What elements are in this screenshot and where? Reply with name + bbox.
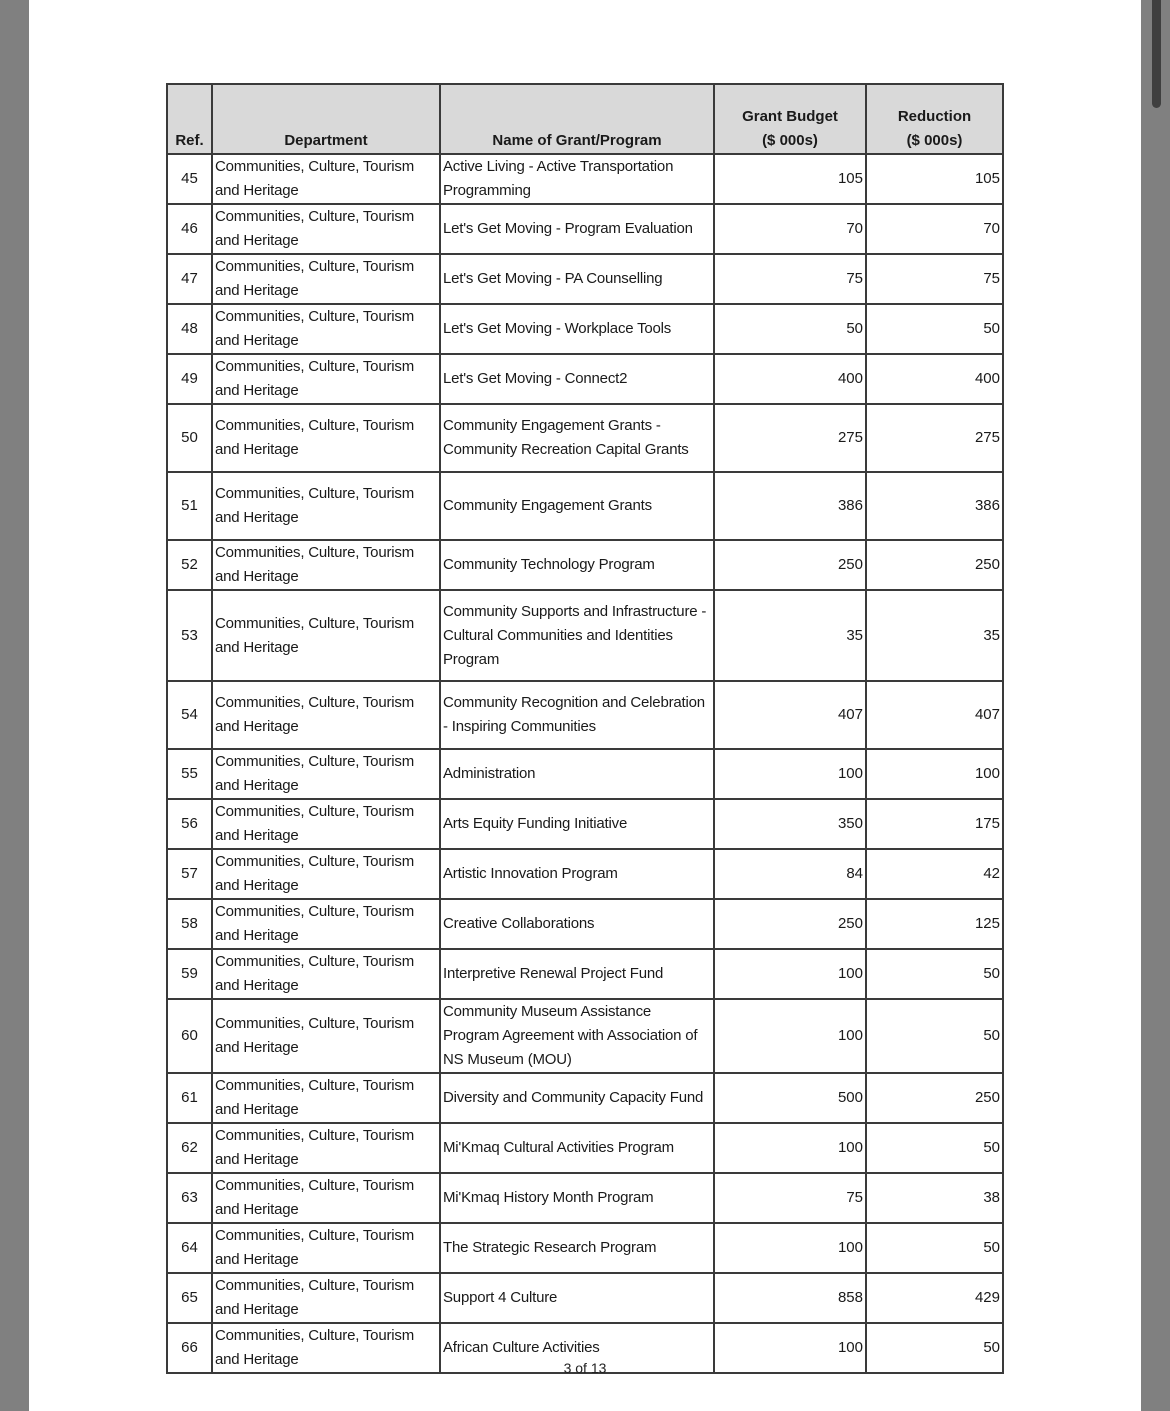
cell-grant-name: Community Museum Assistance Program Agreement with Association of NS Museum (MOU): [440, 999, 714, 1073]
cell-department: [212, 204, 440, 254]
cell-ref: 56: [167, 799, 212, 849]
department-line-2: and Heritage: [215, 282, 299, 299]
department-line-1: Communities, Culture, Tourism: [215, 694, 414, 711]
cell-grant-name: Artistic Innovation Program: [440, 849, 714, 899]
header-reduction-line2: ($ 000s): [906, 132, 963, 149]
department-line-2: and Heritage: [215, 568, 299, 585]
table-header-row: [167, 84, 1003, 154]
cell-reduction: 175: [866, 799, 1003, 849]
cell-department: [212, 154, 440, 204]
department-line-1: Communities, Culture, Tourism: [215, 258, 414, 275]
cell-grant-name: Diversity and Community Capacity Fund: [440, 1073, 714, 1123]
table-row: [167, 949, 1003, 999]
cell-department: [212, 1123, 440, 1173]
cell-department: [212, 681, 440, 749]
department-line-2: and Heritage: [215, 1301, 299, 1318]
department-line-2: and Heritage: [215, 232, 299, 249]
cell-department: [212, 749, 440, 799]
cell-reduction: 50: [866, 999, 1003, 1073]
table-row: [167, 681, 1003, 749]
cell-reduction: 105: [866, 154, 1003, 204]
table-row: [167, 999, 1003, 1073]
cell-department: [212, 404, 440, 472]
cell-department: [212, 590, 440, 681]
cell-grant-budget: 350: [714, 799, 866, 849]
cell-grant-budget: 500: [714, 1073, 866, 1123]
page-indicator: 3 of 13: [563, 1360, 607, 1376]
table-row: [167, 749, 1003, 799]
cell-reduction: 250: [866, 540, 1003, 590]
department-line-1: Communities, Culture, Tourism: [215, 853, 414, 870]
cell-department: [212, 849, 440, 899]
cell-reduction: 42: [866, 849, 1003, 899]
cell-department: [212, 1223, 440, 1273]
cell-ref: 49: [167, 354, 212, 404]
table-row: [167, 849, 1003, 899]
header-name: Name of Grant/Program: [440, 84, 714, 154]
cell-ref: 54: [167, 681, 212, 749]
cell-ref: 53: [167, 590, 212, 681]
cell-reduction: 50: [866, 949, 1003, 999]
header-grant-budget: [714, 84, 866, 154]
cell-ref: 62: [167, 1123, 212, 1173]
cell-department: [212, 949, 440, 999]
cell-grant-budget: 100: [714, 949, 866, 999]
table-row: [167, 154, 1003, 204]
cell-grant-name: Mi'Kmaq Cultural Activities Program: [440, 1123, 714, 1173]
cell-grant-name: Community Engagement Grants - Community Recreation Capital Grants: [440, 404, 714, 472]
table-row: [167, 540, 1003, 590]
cell-grant-budget: 100: [714, 999, 866, 1073]
cell-grant-budget: 858: [714, 1273, 866, 1323]
department-line-1: Communities, Culture, Tourism: [215, 158, 414, 175]
department-line-1: Communities, Culture, Tourism: [215, 1327, 414, 1344]
department-line-1: Communities, Culture, Tourism: [215, 953, 414, 970]
cell-grant-name: Administration: [440, 749, 714, 799]
department-line-1: Communities, Culture, Tourism: [215, 1277, 414, 1294]
table-row: [167, 404, 1003, 472]
cell-grant-budget: 400: [714, 354, 866, 404]
department-line-1: Communities, Culture, Tourism: [215, 358, 414, 375]
department-line-2: and Heritage: [215, 1201, 299, 1218]
header-reduction-line1: Reduction: [897, 108, 972, 125]
department-line-2: and Heritage: [215, 877, 299, 894]
cell-reduction: 386: [866, 472, 1003, 540]
department-line-2: and Heritage: [215, 1251, 299, 1268]
table-row: [167, 799, 1003, 849]
cell-reduction: 75: [866, 254, 1003, 304]
table-row: [167, 1173, 1003, 1223]
cell-ref: 52: [167, 540, 212, 590]
department-line-1: Communities, Culture, Tourism: [215, 544, 414, 561]
scrollbar-track[interactable]: [1141, 0, 1170, 1411]
cell-reduction: 400: [866, 354, 1003, 404]
cell-grant-budget: 75: [714, 1173, 866, 1223]
cell-grant-name: Creative Collaborations: [440, 899, 714, 949]
header-budget-line2: ($ 000s): [762, 132, 818, 149]
cell-ref: 45: [167, 154, 212, 204]
cell-grant-budget: 84: [714, 849, 866, 899]
cell-grant-budget: 100: [714, 1123, 866, 1173]
table-row: [167, 590, 1003, 681]
table-row: [167, 304, 1003, 354]
cell-reduction: 100: [866, 749, 1003, 799]
cell-ref: 58: [167, 899, 212, 949]
department-line-1: Communities, Culture, Tourism: [215, 485, 414, 502]
table-row: [167, 1123, 1003, 1173]
cell-grant-name: Community Recognition and Celebration - Inspiring Communities: [440, 681, 714, 749]
cell-grant-name: Let's Get Moving - Workplace Tools: [440, 304, 714, 354]
department-line-2: and Heritage: [215, 1101, 299, 1118]
cell-grant-budget: 386: [714, 472, 866, 540]
header-budget-line1: Grant Budget: [742, 108, 838, 125]
cell-department: [212, 254, 440, 304]
table-row: [167, 1223, 1003, 1273]
cell-department: [212, 304, 440, 354]
cell-reduction: 275: [866, 404, 1003, 472]
cell-grant-name: Arts Equity Funding Initiative: [440, 799, 714, 849]
header-department: Department: [212, 84, 440, 154]
cell-grant-budget: 75: [714, 254, 866, 304]
cell-grant-budget: 250: [714, 899, 866, 949]
cell-ref: 65: [167, 1273, 212, 1323]
department-line-2: and Heritage: [215, 332, 299, 349]
cell-reduction: 125: [866, 899, 1003, 949]
cell-department: [212, 799, 440, 849]
table-row: [167, 472, 1003, 540]
department-line-1: Communities, Culture, Tourism: [215, 803, 414, 820]
department-line-1: Communities, Culture, Tourism: [215, 208, 414, 225]
table-row: [167, 354, 1003, 404]
cell-ref: 59: [167, 949, 212, 999]
cell-grant-budget: 100: [714, 1223, 866, 1273]
table-row: [167, 254, 1003, 304]
cell-grant-name: Interpretive Renewal Project Fund: [440, 949, 714, 999]
department-line-2: and Heritage: [215, 927, 299, 944]
department-line-2: and Heritage: [215, 1351, 299, 1368]
department-line-1: Communities, Culture, Tourism: [215, 417, 414, 434]
department-line-1: Communities, Culture, Tourism: [215, 753, 414, 770]
cell-reduction: 70: [866, 204, 1003, 254]
department-line-1: Communities, Culture, Tourism: [215, 308, 414, 325]
cell-grant-budget: 407: [714, 681, 866, 749]
table-body: [167, 154, 1003, 1373]
grants-table: [166, 83, 1004, 1374]
cell-department: [212, 999, 440, 1073]
cell-reduction: 250: [866, 1073, 1003, 1123]
table-row: [167, 899, 1003, 949]
cell-grant-name: Let's Get Moving - PA Counselling: [440, 254, 714, 304]
cell-ref: 46: [167, 204, 212, 254]
cell-grant-name: Community Engagement Grants: [440, 472, 714, 540]
cell-ref: 66: [167, 1323, 212, 1373]
cell-grant-budget: 275: [714, 404, 866, 472]
cell-department: [212, 472, 440, 540]
cell-grant-name: Mi'Kmaq History Month Program: [440, 1173, 714, 1223]
department-line-2: and Heritage: [215, 977, 299, 994]
department-line-2: and Heritage: [215, 509, 299, 526]
department-line-1: Communities, Culture, Tourism: [215, 1227, 414, 1244]
cell-department: [212, 1273, 440, 1323]
cell-reduction: 38: [866, 1173, 1003, 1223]
header-reduction: [866, 84, 1003, 154]
department-line-1: Communities, Culture, Tourism: [215, 614, 414, 632]
scrollbar-thumb[interactable]: [1152, 0, 1161, 108]
department-line-1: Communities, Culture, Tourism: [215, 1015, 414, 1032]
cell-grant-budget: 50: [714, 304, 866, 354]
table-row: [167, 1273, 1003, 1323]
cell-ref: 57: [167, 849, 212, 899]
table-row: [167, 204, 1003, 254]
cell-ref: 64: [167, 1223, 212, 1273]
department-line-2: and Heritage: [215, 1151, 299, 1168]
cell-grant-budget: 100: [714, 749, 866, 799]
cell-department: [212, 540, 440, 590]
cell-ref: 60: [167, 999, 212, 1073]
cell-grant-name: African Culture Activities: [440, 1323, 714, 1373]
department-line-2: and Heritage: [215, 441, 299, 458]
cell-grant-budget: 105: [714, 154, 866, 204]
cell-department: [212, 1073, 440, 1123]
cell-reduction: 429: [866, 1273, 1003, 1323]
cell-department: [212, 899, 440, 949]
department-line-2: and Heritage: [215, 638, 299, 656]
department-line-1: Communities, Culture, Tourism: [215, 1177, 414, 1194]
department-line-1: Communities, Culture, Tourism: [215, 1077, 414, 1094]
cell-reduction: 35: [866, 590, 1003, 681]
cell-grant-name: Community Technology Program: [440, 540, 714, 590]
department-line-2: and Heritage: [215, 827, 299, 844]
cell-reduction: 50: [866, 1323, 1003, 1373]
department-line-2: and Heritage: [215, 777, 299, 794]
table-row: [167, 1073, 1003, 1123]
cell-ref: 61: [167, 1073, 212, 1123]
department-line-2: and Heritage: [215, 1039, 299, 1056]
document-page: [29, 0, 1141, 1411]
header-ref: Ref.: [167, 84, 212, 154]
cell-grant-budget: 100: [714, 1323, 866, 1373]
cell-grant-name: Community Supports and Infrastructure - Cultural Communities and Identities Program: [440, 590, 714, 681]
cell-grant-name: Support 4 Culture: [440, 1273, 714, 1323]
cell-grant-name: Let's Get Moving - Program Evaluation: [440, 204, 714, 254]
cell-ref: 63: [167, 1173, 212, 1223]
cell-grant-budget: 70: [714, 204, 866, 254]
department-line-2: and Heritage: [215, 382, 299, 399]
cell-ref: 51: [167, 472, 212, 540]
cell-grant-budget: 250: [714, 540, 866, 590]
department-line-2: and Heritage: [215, 718, 299, 735]
cell-grant-name: Active Living - Active Transportation Programming: [440, 154, 714, 204]
cell-reduction: 50: [866, 1223, 1003, 1273]
cell-grant-name: Let's Get Moving - Connect2: [440, 354, 714, 404]
cell-grant-name: The Strategic Research Program: [440, 1223, 714, 1273]
cell-ref: 48: [167, 304, 212, 354]
department-line-1: Communities, Culture, Tourism: [215, 903, 414, 920]
cell-reduction: 50: [866, 304, 1003, 354]
cell-reduction: 50: [866, 1123, 1003, 1173]
cell-ref: 50: [167, 404, 212, 472]
department-line-2: and Heritage: [215, 182, 299, 199]
cell-ref: 47: [167, 254, 212, 304]
cell-department: [212, 1173, 440, 1223]
cell-department: [212, 354, 440, 404]
department-line-1: Communities, Culture, Tourism: [215, 1127, 414, 1144]
cell-grant-budget: 35: [714, 590, 866, 681]
cell-ref: 55: [167, 749, 212, 799]
cell-reduction: 407: [866, 681, 1003, 749]
